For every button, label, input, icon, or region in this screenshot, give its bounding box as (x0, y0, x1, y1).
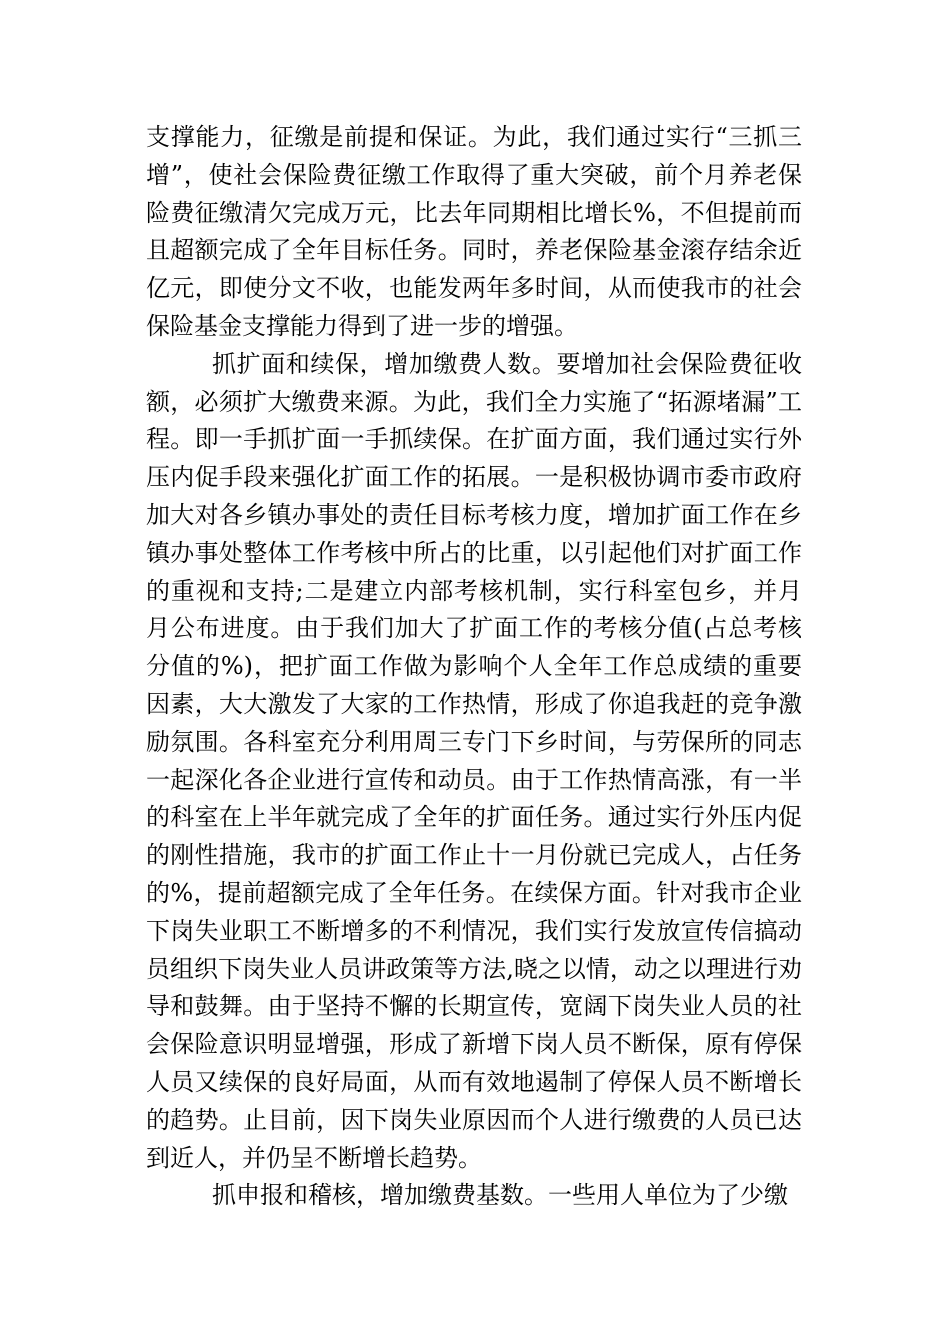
document-body (146, 119, 802, 1215)
paragraph-2: 抓扩面和续保，增加缴费人数。要增加社会保险费征收额，必须扩大缴费来源。为此，我们全力实施了“拓源堵漏”工程。即一手抓扩面一手抓续保。在扩面方面，我们通过实行外压内促手段来强化扩面工作的拓展。一是积极协调市委市政府加大对各乡镇办事处的责任目标考核力度，增加扩面工作在乡镇办事处整体工作考核中所占的比重，以引起他们对扩面工作的重视和支持;二是建立内部考核机制，实行科室包乡，并月月公布进度。由于我们加大了扩面工作的考核分值(占总考核分值的%)，把扩面工作做为影响个人全年工作总成绩的重要因素，大大激发了大家的工作热情，形成了你追我赶的竞争激励氛围。各科室充分利用周三专门下乡时间，与劳保所的同志一起深化各企业进行宣传和动员。由于工作热情高涨，有一半的科室在上半年就完成了全年的扩面任务。通过实行外压内促的刚性措施，我市的扩面工作止十一月份就已完成人，占任务的%，提前超额完成了全年任务。在续保方面。针对我市企业下岗失业职工不断增多的不利情况，我们实行发放宣传信搞动员组织下岗失业人员讲政策等方法,晓之以情，动之以理进行劝导和鼓舞。由于坚持不懈的长期宣传，宽阔下岗失业人员的社会保险意识明显增强，形成了新增下岗人员不断保，原有停保人员又续保的良好局面，从而有效地遏制了停保人员不断增长的趋势。止目前，因下岗失业原因而个人进行缴费的人员已达到近人，并仍呈不断增长趋势。 (146, 349, 802, 1172)
paragraph-1: 支撑能力，征缴是前提和保证。为此，我们通过实行“三抓三增”，使社会保险费征缴工作取得了重大突破，前个月养老保险费征缴清欠完成万元，比去年同期相比增长%，不但提前而且超额完成了全年目标任务。同时，养老保险基金滚存结余近亿元，即使分文不收，也能发两年多时间，从而使我市的社会保险基金支撑能力得到了进一步的增强。 (146, 123, 802, 340)
paragraph-3: 抓申报和稽核，增加缴费基数。一些用人单位为了少缴 (212, 1181, 788, 1210)
